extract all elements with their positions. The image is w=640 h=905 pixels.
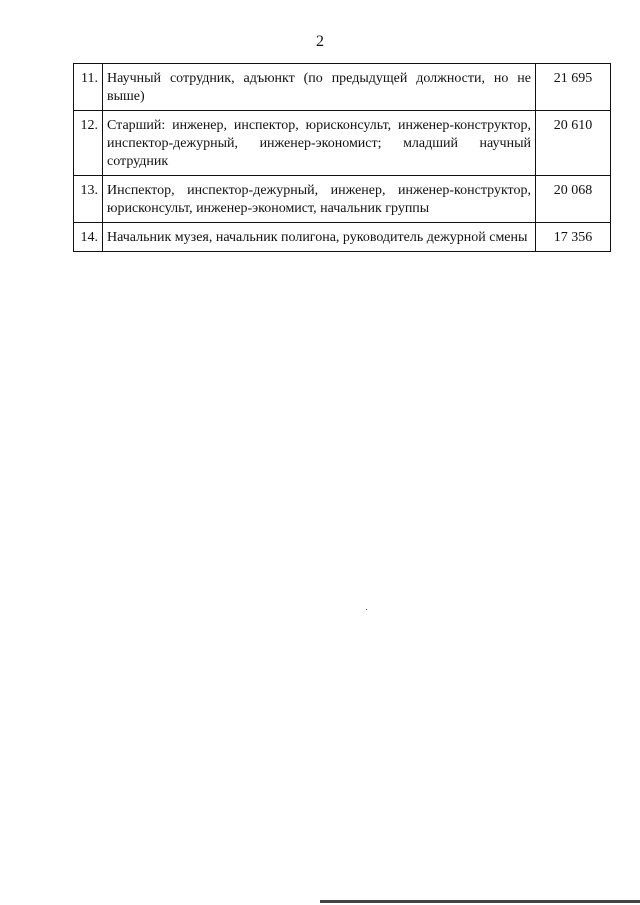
- table-row: [74, 223, 611, 252]
- row-number: 11.: [74, 64, 103, 111]
- position-title: Инспектор, инспектор-дежурный, инженер, инженер-конструктор, юрисконсульт, инженер-экономист, начальник группы: [103, 176, 536, 223]
- position-title: Начальник музея, начальник полигона, руководитель дежурной смены: [103, 223, 536, 252]
- page-number: 2: [316, 33, 324, 50]
- salary-value: 17 356: [536, 223, 611, 252]
- table-row: [74, 64, 611, 111]
- scan-bottom-edge: [320, 900, 640, 903]
- scan-speck: [366, 609, 367, 610]
- salary-value: 20 068: [536, 176, 611, 223]
- salary-value: 21 695: [536, 64, 611, 111]
- row-number: 12.: [74, 111, 103, 176]
- row-number: 14.: [74, 223, 103, 252]
- table-row: [74, 111, 611, 176]
- position-title: Старший: инженер, инспектор, юрисконсульт, инженер-конструктор, инспектор-дежурный, инженер-экономист; младший научный сотрудник: [103, 111, 536, 176]
- table-row: [74, 176, 611, 223]
- salary-table: [73, 63, 611, 252]
- position-title: Научный сотрудник, адъюнкт (по предыдущей должности, но не выше): [103, 64, 536, 111]
- row-number: 13.: [74, 176, 103, 223]
- salary-value: 20 610: [536, 111, 611, 176]
